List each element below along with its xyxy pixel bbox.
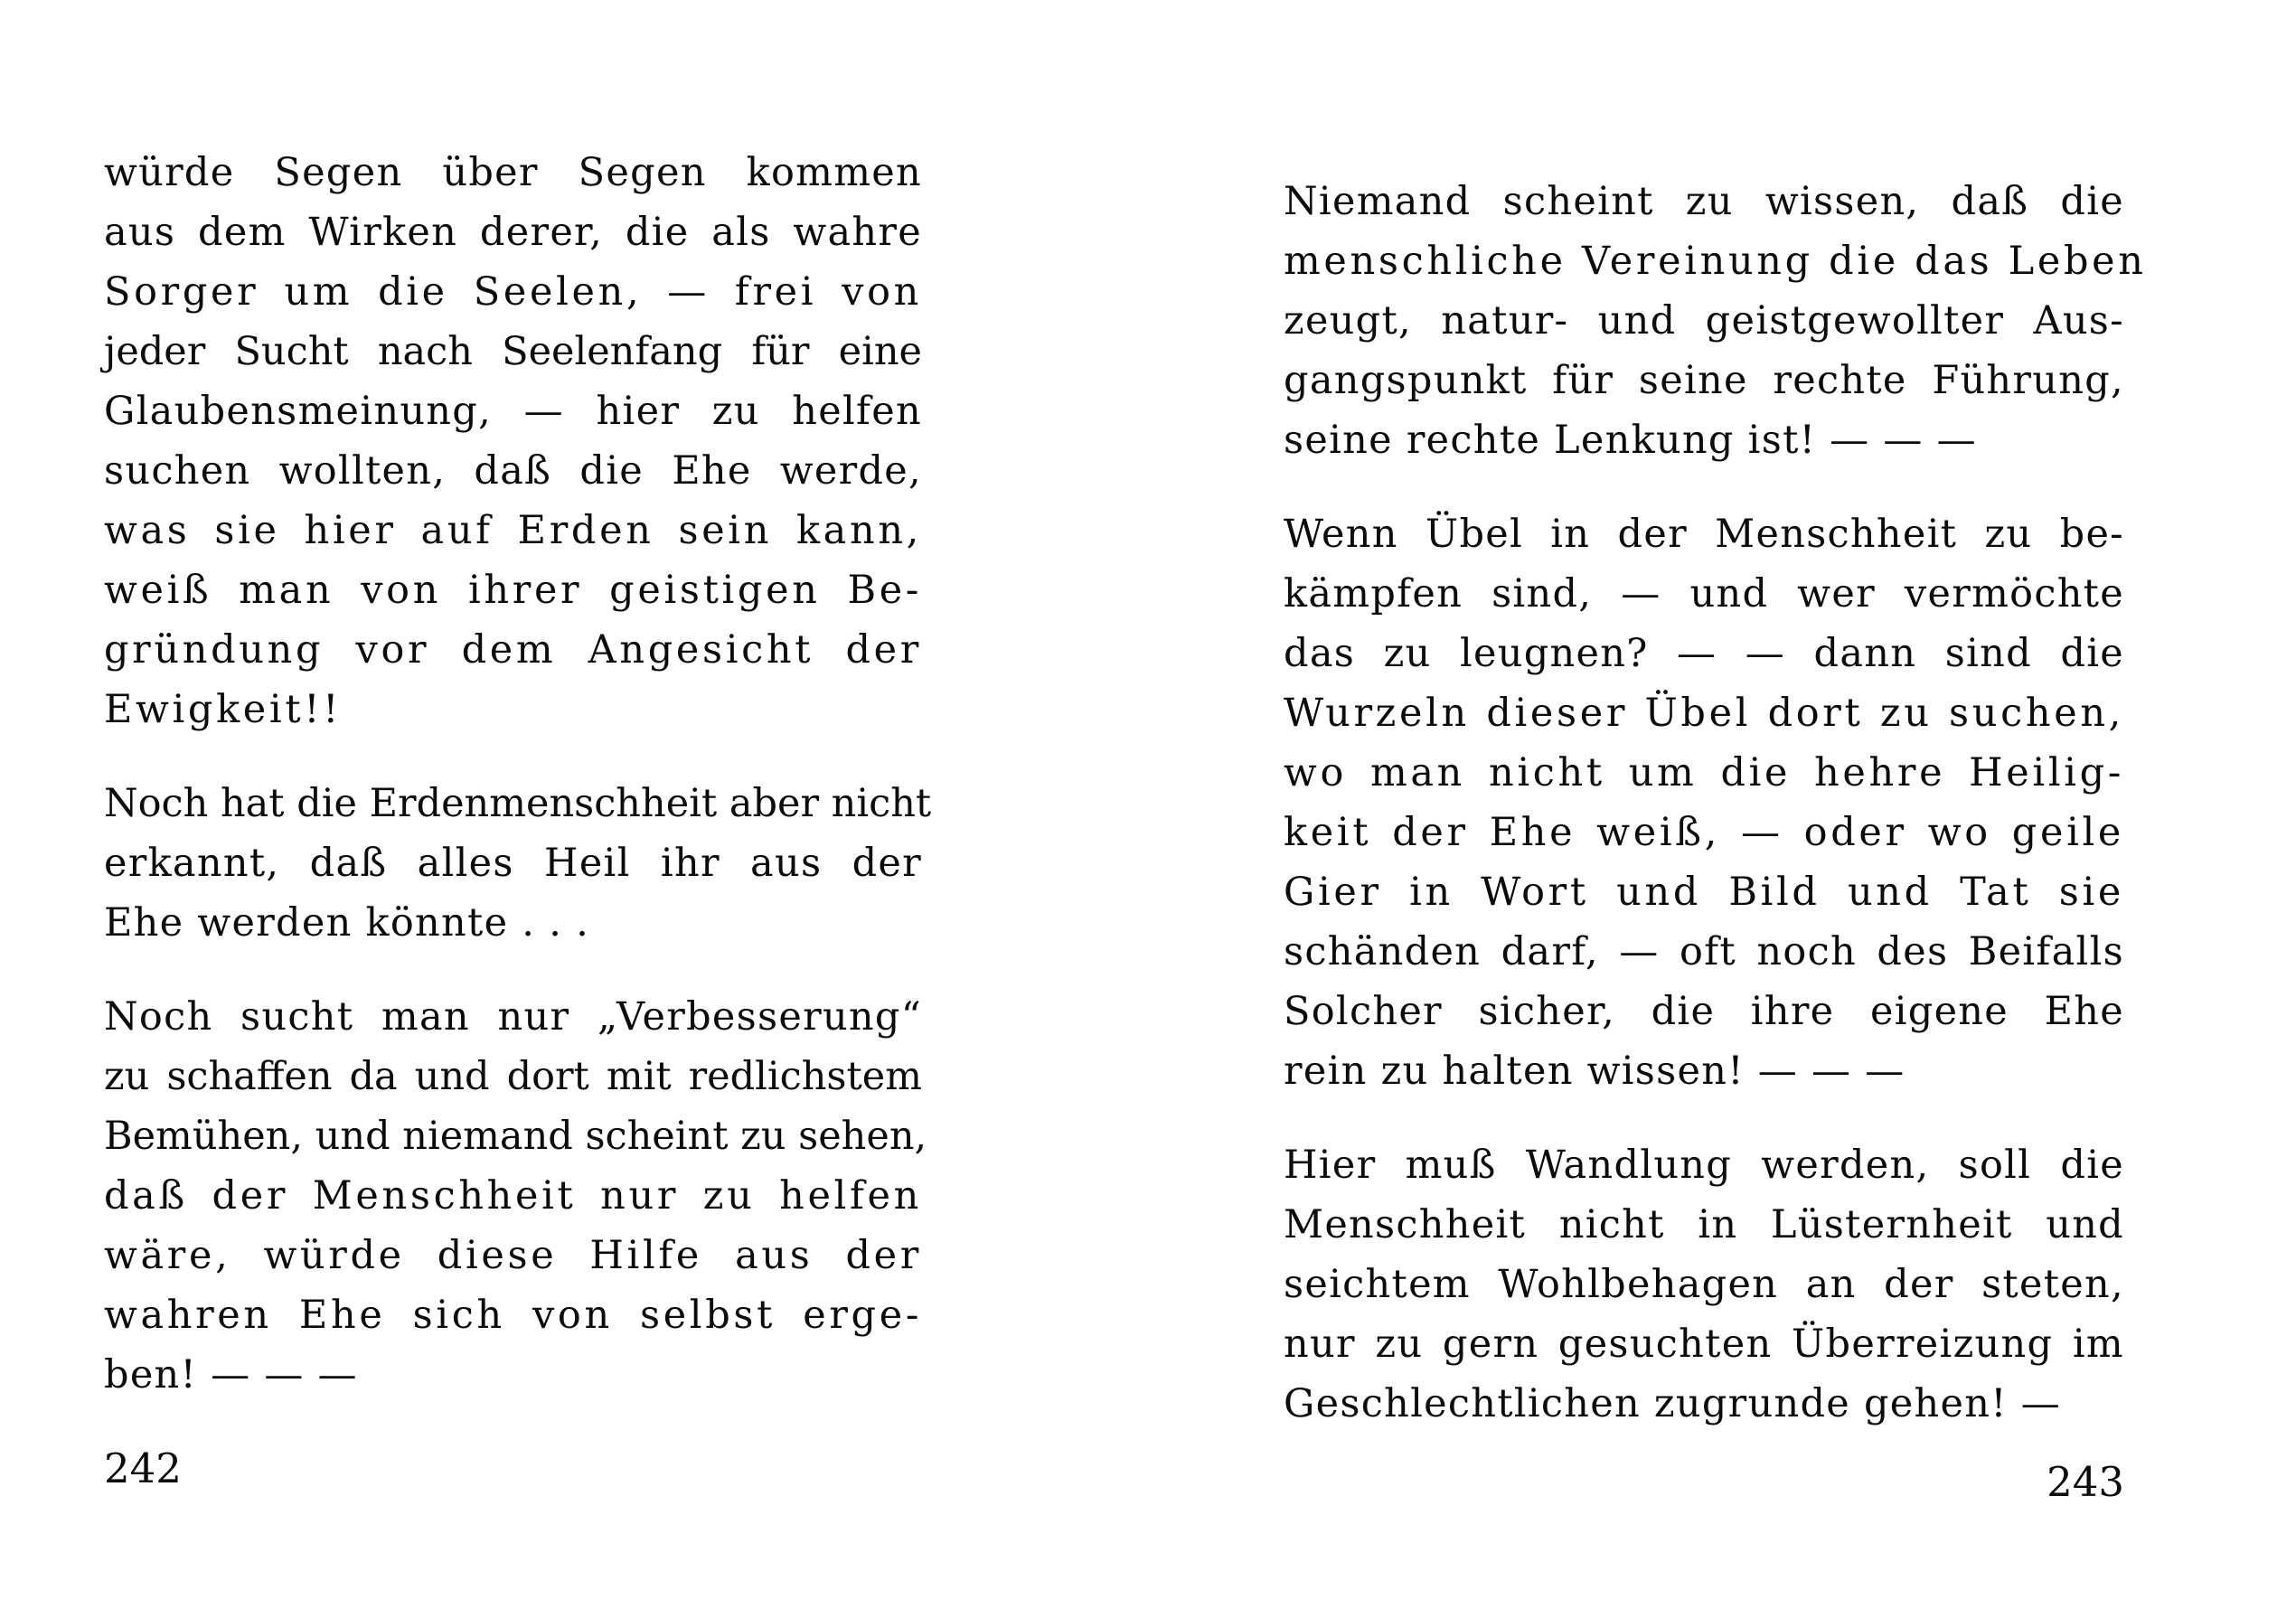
text-line: Noch sucht man nur „Verbesserung“ bbox=[104, 994, 922, 1040]
text-line: jeder Sucht nach Seelenfang für eine bbox=[104, 329, 922, 374]
text-line: schänden darf, — oft noch des Beifalls bbox=[1284, 929, 2124, 974]
page-number-right: 243 bbox=[2047, 1458, 2124, 1506]
text-line: keit der Ehe weiß, — oder wo geile bbox=[1284, 810, 2124, 855]
paragraph bbox=[1284, 172, 2147, 470]
text-line: Menschheit nicht in Lüsternheit und bbox=[1284, 1202, 2124, 1247]
text-line: was sie hier auf Erden sein kann, bbox=[104, 508, 922, 553]
text-line: Noch hat die Erdenmenschheit aber nicht bbox=[104, 781, 932, 826]
text-line: zeugt, natur- und geistgewollter Aus- bbox=[1284, 298, 2124, 343]
text-line: suchen wollten, daß die Ehe werde, bbox=[104, 448, 922, 494]
paragraph bbox=[104, 143, 922, 739]
text-line: seichtem Wohlbehagen an der steten, bbox=[1284, 1262, 2124, 1307]
page-number-left: 242 bbox=[104, 1444, 182, 1492]
text-line: wahren Ehe sich von selbst erge- bbox=[104, 1293, 922, 1338]
text-line: Bemühen, und niemand scheint zu sehen, bbox=[104, 1114, 927, 1159]
text-line: nur zu gern gesuchten Überreizung im bbox=[1284, 1322, 2124, 1367]
text-line: Niemand scheint zu wissen, daß die bbox=[1284, 179, 2124, 224]
text-line: kämpfen sind, — und wer vermöchte bbox=[1284, 571, 2124, 616]
text-line: Hier muß Wandlung werden, soll die bbox=[1284, 1143, 2124, 1188]
text-line: erkannt, daß alles Heil ihr aus der bbox=[104, 841, 922, 886]
text-line: Ewigkeit!! bbox=[104, 687, 343, 732]
text-line: ben! — — — bbox=[104, 1352, 358, 1397]
text-line: würde Segen über Segen kommen bbox=[104, 150, 922, 195]
page-right bbox=[1148, 0, 2296, 1609]
text-line: das zu leugnen? — — dann sind die bbox=[1284, 631, 2124, 676]
text-line: gründung vor dem Angesicht der bbox=[104, 627, 922, 673]
page-right-text bbox=[1284, 172, 2147, 1468]
text-line: weiß man von ihrer geistigen Be- bbox=[104, 568, 922, 613]
text-line: Gier in Wort und Bild und Tat sie bbox=[1284, 870, 2124, 915]
text-line: gangspunkt für seine rechte Führung, bbox=[1284, 358, 2124, 403]
page-left-text bbox=[104, 143, 932, 1439]
text-line: Sorger um die Seelen, — frei von bbox=[104, 269, 922, 315]
text-line: Wurzeln dieser Übel dort zu suchen, bbox=[1284, 691, 2124, 736]
text-line: Ehe werden könnte . . . bbox=[104, 900, 590, 946]
paragraph bbox=[1284, 1135, 2124, 1434]
text-line: wäre, würde diese Hilfe aus der bbox=[104, 1233, 922, 1278]
text-line: wo man nicht um die hehre Heilig- bbox=[1284, 750, 2124, 795]
text-line: Wenn Übel in der Menschheit zu be- bbox=[1284, 512, 2124, 557]
text-line: rein zu halten wissen! — — — bbox=[1284, 1049, 1905, 1094]
text-line: Solcher sicher, die ihre eigene Ehe bbox=[1284, 989, 2124, 1034]
text-line: aus dem Wirken derer, die als wahre bbox=[104, 210, 922, 255]
text-line: zu schaffen da und dort mit redlichstem bbox=[104, 1054, 922, 1099]
text-line: seine rechte Lenkung ist! — — — bbox=[1284, 418, 1977, 463]
text-line: Glaubensmeinung, — hier zu helfen bbox=[104, 389, 922, 434]
paragraph bbox=[1284, 504, 2124, 1101]
text-line: menschliche Vereinung die das Leben bbox=[1284, 239, 2147, 284]
text-line: Geschlechtlichen zugrunde gehen! — bbox=[1284, 1381, 2062, 1426]
paragraph bbox=[104, 987, 927, 1405]
paragraph bbox=[104, 774, 932, 953]
text-line: daß der Menschheit nur zu helfen bbox=[104, 1173, 922, 1219]
